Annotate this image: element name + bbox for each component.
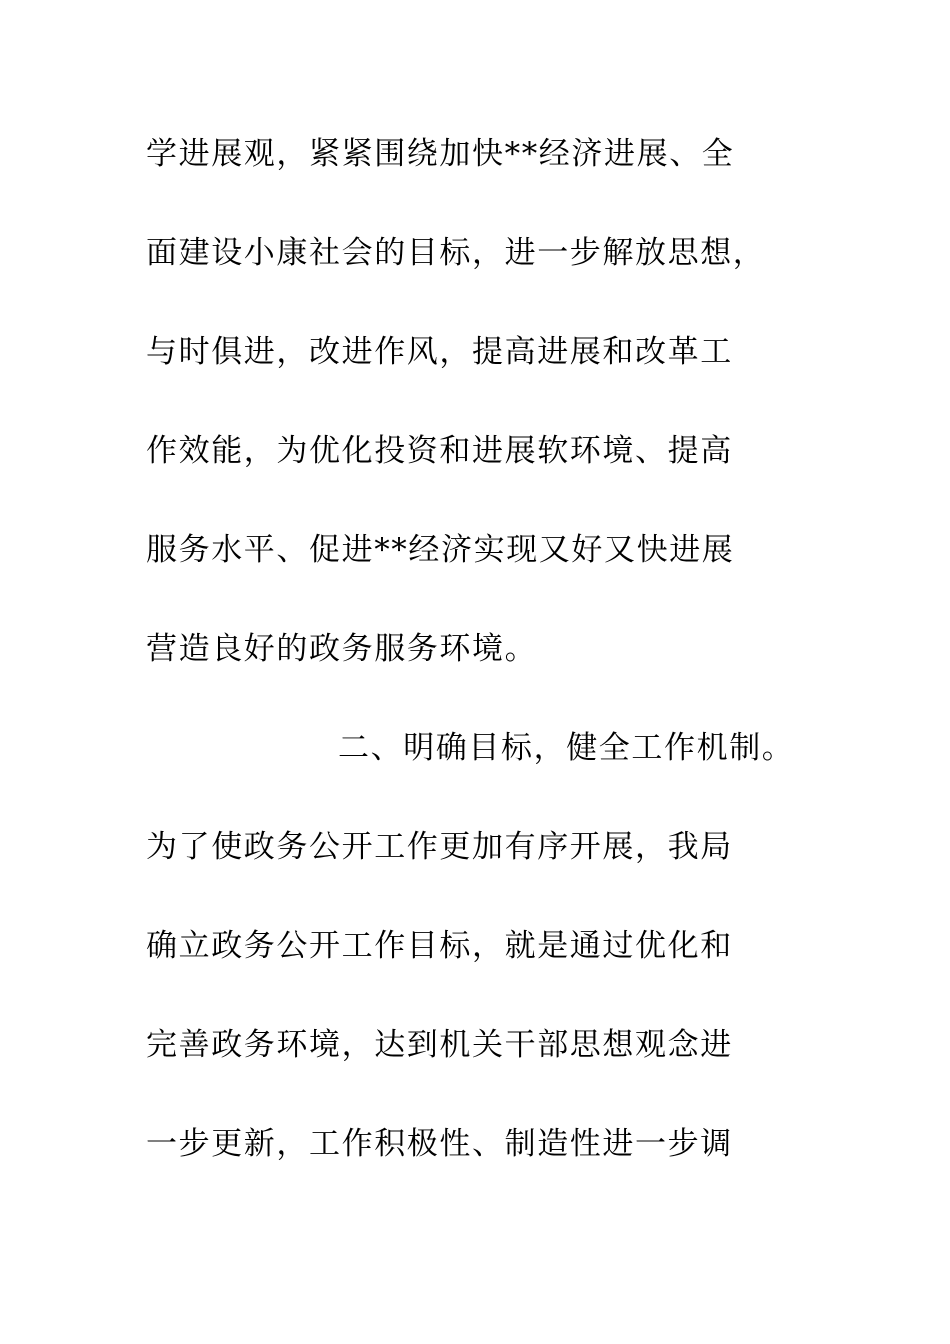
- body-text-line: 作效能，为优化投资和进展软环境、提高: [146, 433, 733, 469]
- body-text-line: 学进展观，紧紧围绕加快**经济进展、全: [146, 136, 735, 172]
- body-text-line: 为了使政务公开工作更加有序开展，我局: [146, 829, 733, 865]
- section-heading: 二、明确目标，健全工作机制。: [338, 730, 795, 766]
- body-text-line: 与时俱进，改进作风，提高进展和改革工: [146, 334, 733, 370]
- body-text-line: 确立政务公开工作目标，就是通过优化和: [146, 928, 733, 964]
- body-text-line: 面建设小康社会的目标，进一步解放思想，: [146, 235, 766, 271]
- body-text-line: 服务水平、促进**经济实现又好又快进展: [146, 532, 735, 568]
- body-text-line: 完善政务环境，达到机关干部思想观念进: [146, 1027, 733, 1063]
- body-text-line: 营造良好的政务服务环境。: [146, 631, 538, 667]
- body-text-line: 一步更新，工作积极性、制造性进一步调: [146, 1126, 733, 1162]
